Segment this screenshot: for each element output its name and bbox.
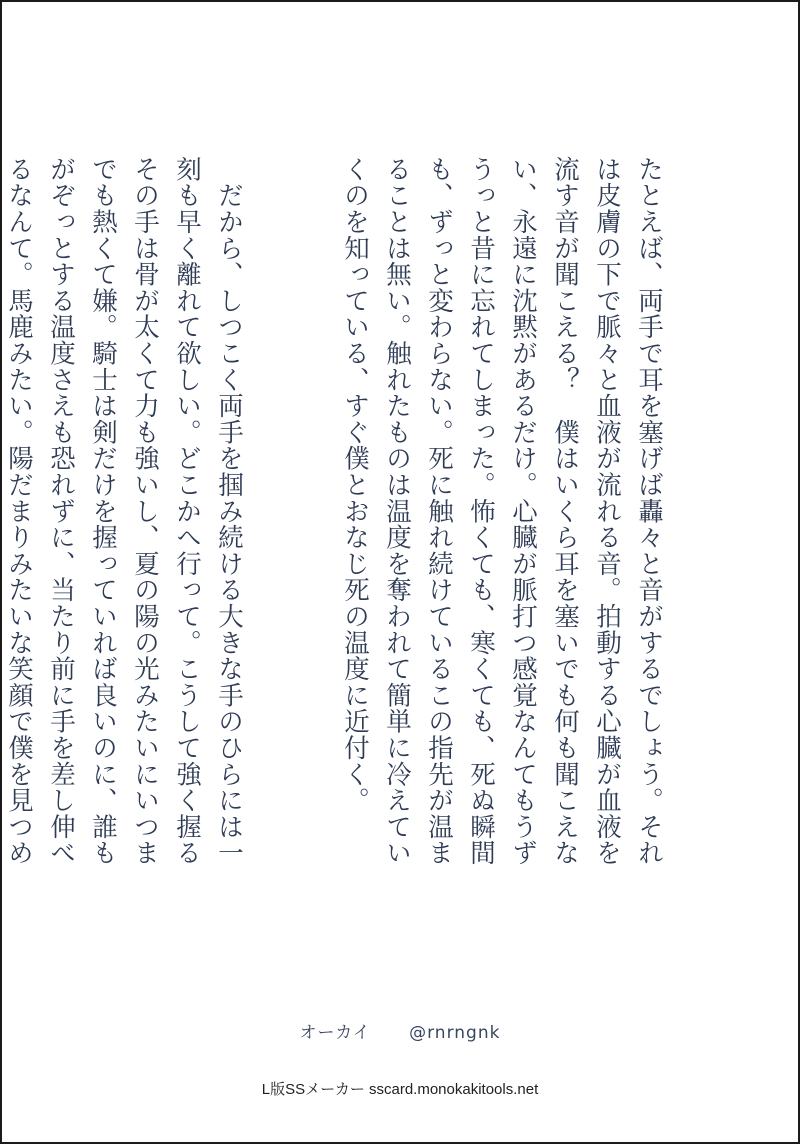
- generator-footer: L版SSメーカー sscard.monokakitools.net: [261, 1081, 539, 1098]
- story-text: [0, 156, 754, 876]
- story-paragraph-1: たとえば、両手で耳を塞げば轟々と音がするでしょう。それは皮膚の下で脈々と血液が流れる音。拍動する心臓が血液を流す音が聞こえる？ 僕はいくら耳を塞いでも何も聞こえない、永遠に沈黙があるだけ。心臓が脈打つ感覚なんてもうずうっと昔に忘れてしまった。怖くても、寒くても、死ぬ瞬間も、ずっと変わらない。死に触れ続けているこの指先が温まることは無い。触れたものは温度を奪われて簡単に冷えていくのを知っている、すぐ僕とおなじ死の温度に近付く。: [340, 156, 664, 867]
- author-handle: @rnrngnk: [409, 1023, 501, 1043]
- author-name: オーカイ: [299, 1023, 371, 1043]
- story-paragraph-2: だから、しつこく両手を掴み続ける大きな手のひらには一刻も早く離れて欲しい。どこかへ行って。こうして強く握るその手は骨が太くて力も強いし、夏の陽の光みたいにいつまでも熱くて嫌。騎士は剣だけを握っていれば良いのに、誰もがぞっとする温度さえも恐れずに、当たり前に手を差し伸べるなんて。馬鹿みたい。陽だまりみたいな笑顔で僕を見つめ: [4, 156, 244, 867]
- author-credit: [0, 1018, 800, 1043]
